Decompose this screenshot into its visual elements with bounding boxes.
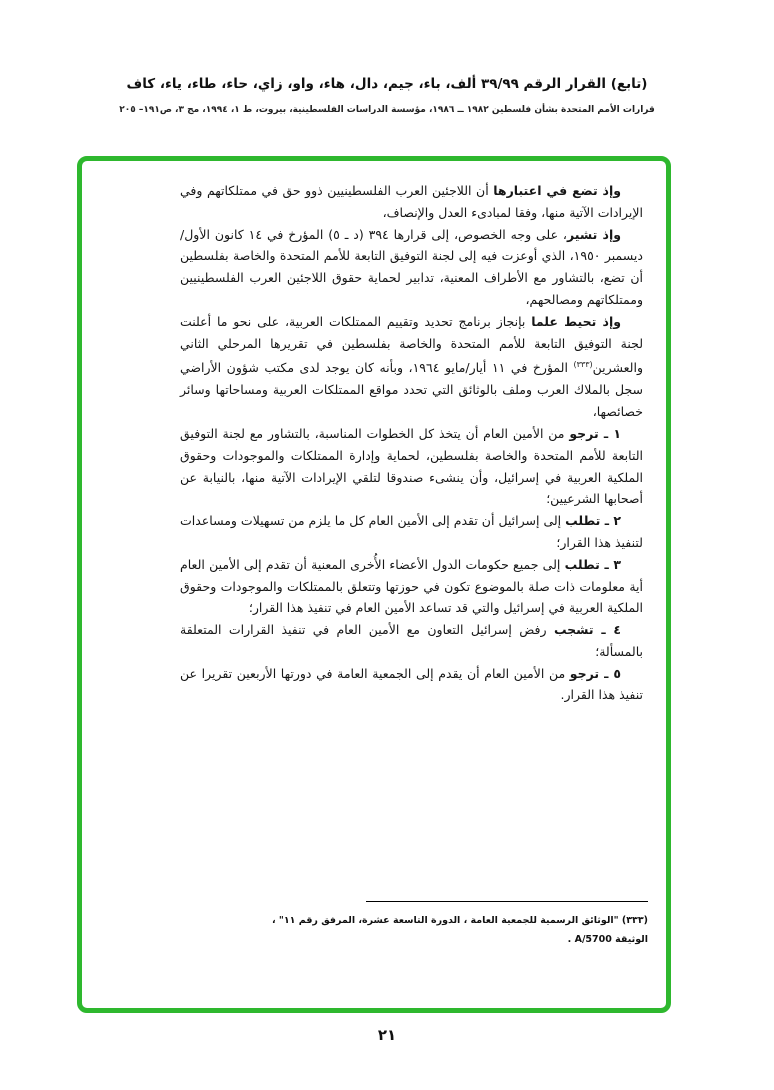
- operative-clause-5: [180, 663, 643, 707]
- clause-text: بإنجاز برنامج تحديد وتقييم الممتلكات العربية، على نحو ما أعلنت لجنة التوفيق التابعة للأمم المتحدة والخاصة بفلسطين في تقريرها المرحلي الثاني والعشرين: [180, 313, 643, 376]
- operative-clause-2: [180, 510, 643, 554]
- footnote-reference: (٣٣٣): [573, 360, 593, 370]
- resolution-body: [180, 180, 643, 706]
- page-number: ٢١: [377, 1026, 397, 1044]
- clause-lead: ٢ ـ تطلب: [565, 513, 621, 529]
- clause-text: من الأمين العام أن يتخذ كل الخطوات المناسبة، بالتشاور مع لجنة التوفيق التابعة للأمم المتحدة والخاصة بفلسطين، لحماية وإدارة الممتلكات والموجودات وحقوق الملكية العربية في إسرائيل، وأن ينشىء صندوقا لتلقي الإيرادات الآتية منها، بالنيابة عن أصحابها الشرعيين؛: [180, 425, 643, 507]
- resolution-title: (تابع) القرار الرقم ٣٩/٩٩ ألف، باء، جيم، دال، هاء، واو، زاي، حاء، طاء، ياء، كاف: [126, 76, 648, 92]
- preamble-clause-recalling: [180, 224, 643, 311]
- clause-lead: ٥ ـ ترجو: [569, 665, 622, 681]
- clause-text: أن اللاجئين العرب الفلسطينيين ذوو حق في ممتلكاتهم وفي الإيرادات الآتية منها، وفقا لمبادىء العدل والإنصاف،: [180, 183, 643, 220]
- clause-lead: وإذ تضع في اعتبارها: [493, 183, 621, 198]
- clause-text: من الأمين العام أن يقدم إلى الجمعية العامة في دورتها الأربعين تقريرا عن تنفيذ هذا القرار.: [180, 665, 643, 703]
- operative-clause-3: [180, 554, 643, 619]
- clause-text: إلى جميع حكومات الدول الأعضاء الأُخرى المعنية أن تقدم إلى الأمين العام أية معلومات ذات صلة بالموضوع تكون في حوزتها وتتعلق بالممتلكات والموجودات وحقوق الملكية العربية في إسرائيل والتي قد تساعد الأمين العام في تنفيذ هذا القرار؛: [180, 556, 643, 616]
- preamble-clause-noting: [180, 311, 643, 423]
- clause-lead: ١ ـ ترجو: [569, 425, 621, 441]
- clause-text: ، على وجه الخصوص، إلى قرارها ٣٩٤ (د ـ ٥) المؤرخ في ١٤ كانون الأول/ديسمبر ١٩٥٠، الذي أوعزت فيه إلى لجنة التوفيق التابعة للأمم المتحدة والخاصة بفلسطين أن تضع، بالتشاور مع الأطراف المعنية، تدابير لحماية حقوق اللاجئين العرب الفلسطينيين وممتلكاتهم ومصالحهم،: [180, 226, 643, 307]
- clause-text: إلى إسرائيل أن تقدم إلى الأمين العام كل ما يلزم من تسهيلات ومساعدات لتنفيذ هذا القرار؛: [180, 513, 643, 550]
- clause-lead: وإذ تشير: [566, 226, 622, 242]
- preamble-clause-considering: [180, 180, 643, 224]
- clause-lead: ٤ ـ تشجب: [553, 622, 621, 638]
- footnote-line-1: (٣٣٣) "الوثائق الرسمية للجمعية العامة ، الدورة التاسعة عشرة، المرفق رقم ١١" ،: [271, 915, 648, 926]
- source-citation: قرارات الأمم المتحدة بشأن فلسطين ١٩٨٢ ــ ١٩٨٦، مؤسسة الدراسات الفلسطينية، بيروت، ط ١، ١٩٩٤، مج ٣، ص١٩١– ٢٠٥: [119, 105, 655, 115]
- clause-text: المؤرخ في ١١ أيار/مايو ١٩٦٤، وبأنه كان يوجد لدى مكتب شؤون الأراضي سجل بالملاك العرب وملف بالوثائق التي تحدد مواقع الممتلكات العربية ومساحاتها وسائر خصائصها،: [180, 360, 643, 420]
- clause-lead: وإذ تحيط علما: [531, 313, 622, 329]
- clause-text: رفض إسرائيل التعاون مع الأمين العام في تنفيذ القرارات المتعلقة بالمسألة؛: [180, 622, 643, 659]
- footnote-separator: [366, 901, 648, 902]
- operative-clause-4: [180, 619, 643, 663]
- footnote-line-2: الوثيقة A/5700 .: [567, 934, 648, 945]
- clause-lead: ٣ ـ تطلب: [564, 556, 621, 572]
- footnote-block: [208, 911, 648, 949]
- operative-clause-1: [180, 423, 643, 510]
